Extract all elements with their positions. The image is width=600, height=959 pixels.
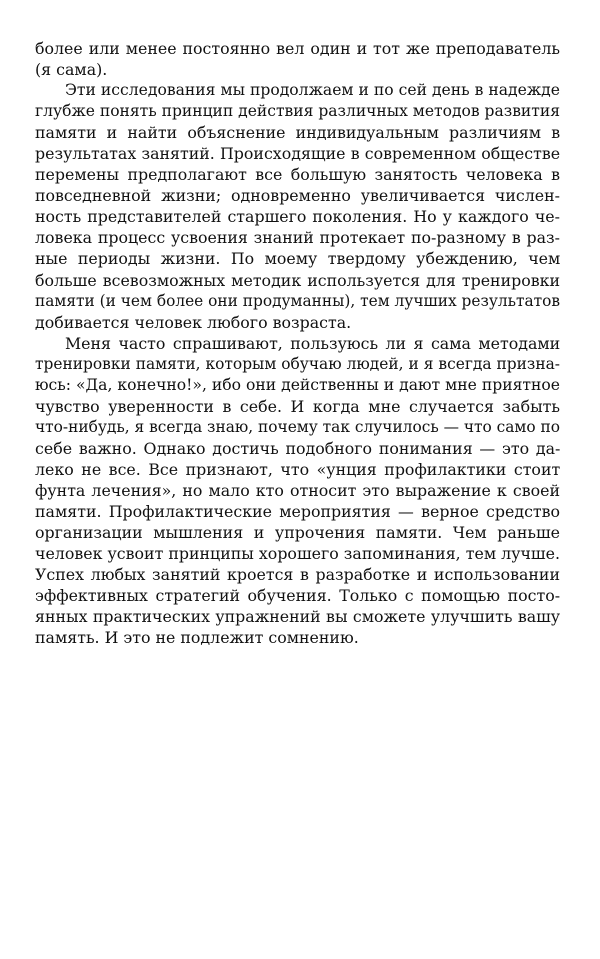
text-line: юсь: «Да, конечно!», ибо они действенны и дают мне приятное [35, 375, 560, 394]
text-line: себе важно. Однако достичь подобного понимания — это да- [35, 438, 561, 458]
text-line: тренировки памяти, которым обучаю людей, и я всегда призна- [35, 354, 560, 373]
text-line: повседневной жизни; одновременно увеличивается числен- [35, 186, 560, 206]
text-line: Эти исследования мы продолжаем и по сей день в надежде [65, 81, 560, 100]
text-line: янных практических упражнений вы сможете улучшить вашу [35, 607, 561, 627]
text-line: леко не все. Все признают, что «унция профилактики стоит [35, 459, 561, 479]
text-line: более или менее постоянно вел один и тот же преподаватель [35, 39, 560, 58]
text-line: памяти. Профилактические мероприятия — верное средство [35, 502, 561, 522]
text-line: Меня часто спрашивают, пользуюсь ли я сама методами [65, 333, 561, 353]
text-line: память. И это не подлежит сомнению. [35, 628, 359, 648]
text-line: памяти (и чем более они продуманны), тем лучших результатов [35, 291, 561, 310]
text-line: больше всевозможных методик используется для тренировки [35, 270, 561, 290]
page-text [35, 38, 560, 648]
text-line: ность представителей старшего поколения. Но у каждого че- [35, 207, 560, 227]
text-line: чувство уверенности в себе. И когда мне случается забыть [35, 396, 560, 416]
text-line: фунта лечения», но мало кто относит это выражение к своей [35, 480, 560, 500]
text-line: глубже понять принцип действия различных методов развития [35, 102, 560, 121]
text-line: организации мышления и упрочения памяти. Чем раньше [35, 523, 560, 543]
text-line: ные периоды жизни. По моему твердому убеждению, чем [35, 249, 561, 269]
paragraph-1 [35, 38, 560, 80]
text-line: (я сама). [35, 60, 108, 80]
text-line: перемены предполагают все большую занятость человека в [35, 165, 560, 185]
text-line: результатах занятий. Происходящие в современном обществе [35, 144, 561, 164]
text-line: человек усвоит принципы хорошего запоминания, тем лучше. [35, 544, 560, 564]
text-line: эффективных стратегий обучения. Только с помощью посто- [35, 586, 561, 606]
text-line: ловека процесс усвоения знаний протекает по-разному в раз- [35, 228, 560, 248]
text-line: памяти и найти объяснение индивидуальным различиям в [35, 123, 561, 143]
text-line: Успех любых занятий кроется в разработке и использовании [35, 565, 560, 585]
text-line: что-нибудь, я всегда знаю, почему так случилось — что само по [35, 417, 561, 436]
paragraph-2 [35, 80, 560, 333]
text-line: добивается человек любого возраста. [35, 312, 352, 332]
paragraph-3 [35, 333, 560, 649]
